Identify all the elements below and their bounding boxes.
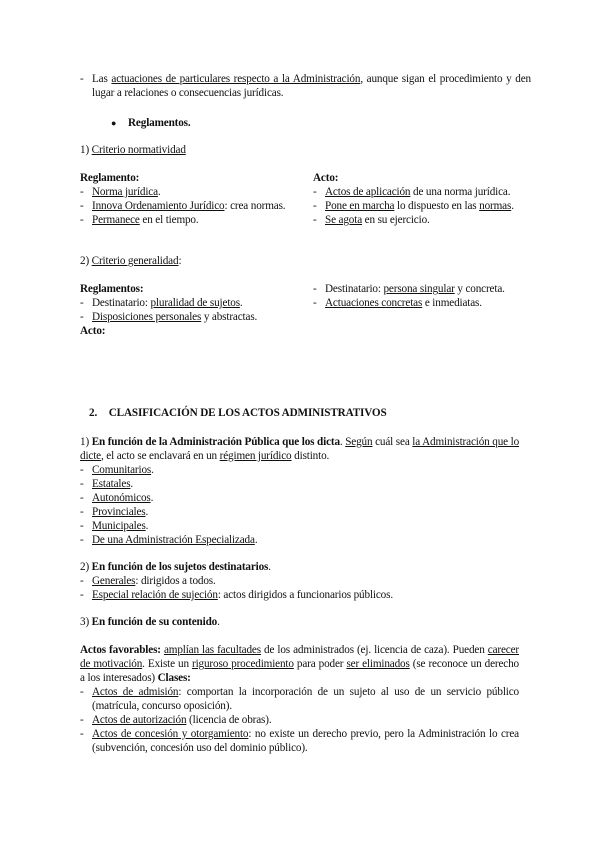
funcion-administracion-text: 1) En función de la Administración Pública que los dicta. Según cuál sea la Administración que lo dicte, el acto se enclavará en un régimen jurídico distinto. (80, 436, 520, 462)
list-item: - Se agota en su ejercicio. (313, 213, 519, 227)
list-item: - Actos de concesión y otorgamiento: no existe un derecho previo, pero la Administración lo crea (subvención, concesión uso del dominio público). (80, 727, 519, 755)
bullet-icon: ● (111, 118, 117, 128)
section-number: 2. (89, 407, 98, 419)
list-item: - Actuaciones concretas e inmediatas. (313, 296, 519, 310)
list-item: - Actos de admisión: comportan la incorporación de un sujeto al uso de un servicio público (matrícula, concurso oposición). (80, 685, 519, 713)
list-item: - Permanece en el tiempo. (80, 213, 286, 227)
acto-subheading: Acto: (80, 325, 106, 337)
funcion-contenido: 3) En función de su contenido. (80, 616, 220, 628)
list-item: - Especial relación de sujeción: actos dirigidos a funcionarios públicos. (80, 588, 519, 602)
section-title: CLASIFICACIÓN DE LOS ACTOS ADMINISTRATIVOS (108, 407, 387, 419)
funcion-administracion (80, 435, 519, 547)
acto-destinatario-column (313, 282, 519, 310)
criterio-normatividad-label: Criterio normatividad (91, 144, 186, 156)
acto-column (313, 171, 519, 227)
actos-favorables-text: Actos favorables: amplían las facultades de los administrados (ej. licencia de caza). Pueden carecer de motivación. Existe un riguroso procedimiento para poder ser eliminados (se reconoce un derecho a los interesados) Clases: (80, 644, 520, 684)
criterio-generalidad: 2) Criterio generalidad: (80, 255, 182, 267)
list-item: - Destinatario: persona singular y concreta. (313, 282, 519, 296)
intro-text-rest: , aunque sigan el procedimiento y den lugar a relaciones o consecuencias jurídicas. (92, 73, 532, 99)
section-heading (89, 406, 387, 420)
list-item: - Destinatario: pluralidad de sujetos. (80, 296, 286, 310)
intro-list-item (80, 72, 531, 100)
list-item: - Comunitarios. (80, 463, 519, 477)
reglamentos-subheading: Reglamentos: (80, 283, 144, 295)
criterio-generalidad-label: Criterio generalidad (91, 255, 179, 267)
list-item: - Actos de autorización (licencia de obras). (80, 713, 519, 727)
intro-text: Las (92, 73, 112, 85)
list-item: - Estatales. (80, 477, 519, 491)
list-item: - Pone en marcha lo dispuesto en las normas. (313, 199, 519, 213)
list-item: - De una Administración Especializada. (80, 533, 519, 547)
list-item: - Actos de aplicación de una norma jurídica. (313, 185, 519, 199)
list-item: - Innova Ordenamiento Jurídico: crea normas. (80, 199, 286, 213)
reglamentos-column (80, 282, 286, 338)
list-item: - Autonómicos. (80, 491, 519, 505)
acto-heading: Acto: (313, 172, 339, 184)
list-item: - Provinciales. (80, 505, 519, 519)
list-item: - Generales: dirigidos a todos. (80, 574, 519, 588)
reglamento-column (80, 171, 286, 227)
actos-favorables (80, 643, 519, 755)
criterio-normatividad: 1) Criterio normatividad (80, 144, 186, 156)
intro-underlined: actuaciones de particulares respecto a la Administración (111, 73, 361, 85)
funcion-destinatarios (80, 560, 519, 602)
funcion-destinatarios-text: 2) En función de los sujetos destinatarios. (80, 561, 271, 573)
reglamentos-heading (111, 116, 191, 130)
reglamentos-heading-text: Reglamentos. (128, 117, 191, 129)
list-item: - Disposiciones personales y abstractas. (80, 310, 286, 324)
list-item: - Norma jurídica. (80, 185, 286, 199)
reglamento-heading: Reglamento: (80, 172, 140, 184)
list-item: - Municipales. (80, 519, 519, 533)
